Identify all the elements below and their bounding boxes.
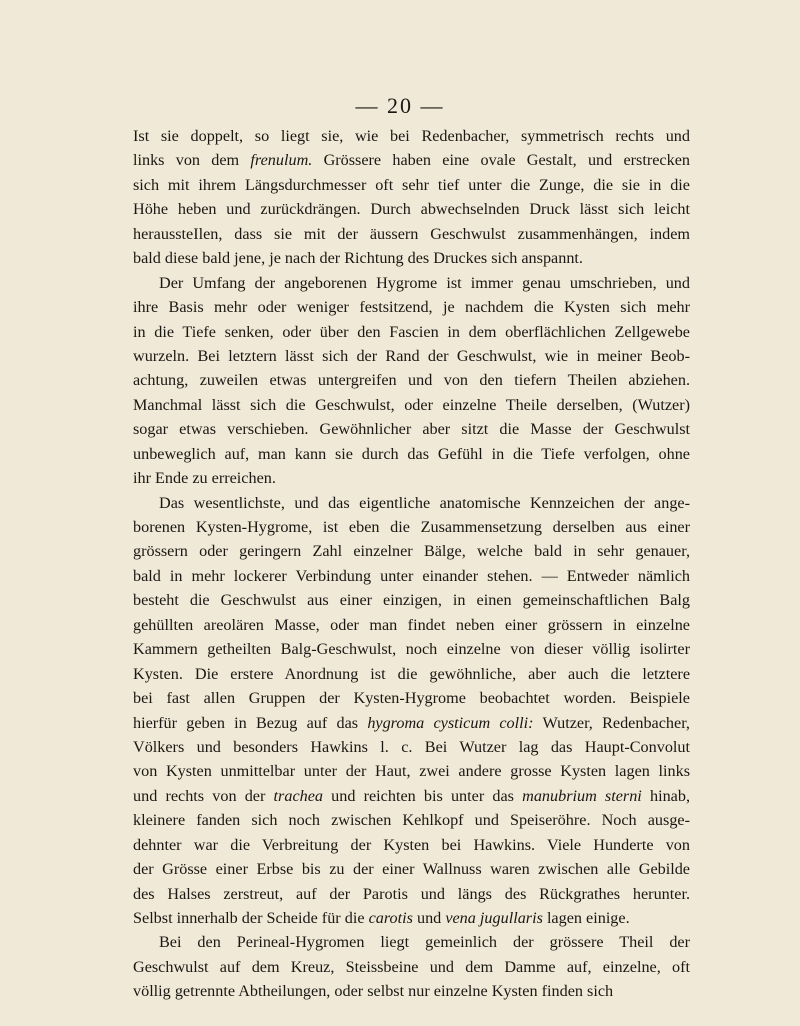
text-segment: Grössere haben eine ovale Gestalt, und erstrecken (312, 151, 690, 170)
text-line (133, 222, 690, 246)
text-segment: achtung, zuweilen etwas untergreifen und von den tiefern Theilen abziehen. (133, 371, 690, 390)
text-line (133, 662, 690, 686)
text-line (133, 344, 690, 368)
text-line (133, 857, 690, 881)
latin-term: manubrium sterni (522, 786, 642, 805)
text-segment: besteht die Geschwulst aus einer einzigen, in einen gemeinschaftlichen Balg (133, 591, 690, 610)
text-line (133, 955, 690, 979)
text-segment: Geschwulst auf dem Kreuz, Steissbeine und dem Damme auf, einzelne, oft (133, 957, 690, 976)
text-line (133, 148, 690, 172)
text-line (133, 808, 690, 832)
text-line (133, 930, 690, 954)
text-segment: des Halses zerstreut, auf der Parotis und längs des Rückgrathes herunter. (133, 884, 690, 903)
text-segment: und (412, 909, 446, 927)
text-line (133, 466, 690, 490)
text-line (133, 197, 690, 221)
text-segment: ihr Ende zu erreichen. (133, 469, 276, 488)
text-segment: Völkers und besonders Hawkins l. c. Bei Wutzer lag das Haupt-Convolut (133, 737, 690, 756)
text-line (133, 882, 690, 906)
text-segment: Bei den Perineal-Hygromen liegt gemeinlich der grössere Theil der (159, 933, 690, 952)
latin-term: carotis (368, 909, 413, 927)
text-segment: Selbst innerhalb der Scheide für die (133, 909, 369, 927)
text-line (133, 417, 690, 441)
text-segment: Höhe heben und zurückdrängen. Durch abwechselnden Druck lässt sich leicht (133, 200, 690, 219)
text-line (133, 246, 690, 270)
text-segment: kleinere fanden sich noch zwischen Kehlkopf und Speiseröhre. Noch ausge- (133, 811, 690, 830)
text-line (133, 735, 690, 759)
text-line (133, 906, 690, 930)
body-text (133, 124, 690, 1004)
text-line (133, 515, 690, 539)
text-segment: bald in mehr lockerer Verbindung unter einander stehen. — Entweder nämlich (133, 566, 690, 585)
text-segment: gehüllten areolären Masse, oder man findet neben einer grössern in einzelne (133, 615, 690, 634)
text-segment: der Grösse einer Erbse bis zu der einer Wallnuss waren zwischen alle Gebilde (133, 860, 690, 879)
text-segment: völlig getrennte Abtheilungen, oder selbst nur einzelne Kysten finden sich (133, 982, 614, 1001)
latin-term: hygroma cysticum colli: (367, 713, 534, 732)
latin-term: frenulum. (250, 151, 313, 170)
text-segment: sogar etwas verschieben. Gewöhnlicher aber sitzt die Masse der Geschwulst (133, 420, 690, 439)
text-segment: in die Tiefe senken, oder über den Fascien in dem oberflächlichen Zellgewebe (133, 322, 690, 341)
text-line (133, 393, 690, 417)
text-line (133, 711, 690, 735)
text-segment: Wutzer, Redenbacher, (533, 713, 690, 732)
text-segment: wurzeln. Bei letztern lässt sich der Rand der Geschwulst, wie in meiner Beob- (133, 346, 690, 365)
latin-term: vena jugullaris (445, 909, 543, 927)
text-segment: Kysten. Die erstere Anordnung ist die gewöhnliche, aber auch die letztere (133, 664, 690, 683)
text-line (133, 295, 690, 319)
text-line (133, 979, 690, 1003)
text-line (133, 588, 690, 612)
latin-term: trachea (273, 786, 323, 805)
text-segment: unbeweglich auf, man kann sie durch das Gefühl in die Tiefe verfolgen, ohne (133, 444, 690, 463)
text-segment: bald diese bald jene, je nach der Richtung des Druckes sich anspannt. (133, 249, 583, 268)
text-line (133, 784, 690, 808)
text-line (133, 271, 690, 295)
text-line (133, 124, 690, 148)
text-line (133, 637, 690, 661)
text-segment: hinab, (641, 786, 690, 805)
text-segment: borenen Kysten-Hygrome, ist eben die Zusammensetzung derselben aus einer (133, 518, 690, 536)
text-line (133, 491, 690, 515)
text-segment: bei fast allen Gruppen der Kysten-Hygrome beobachtet worden. Beispiele (133, 689, 690, 708)
text-segment: Manchmal lässt sich die Geschwulst, oder einzelne Theile derselben, (Wutzer) (133, 395, 690, 414)
text-segment: und reichten bis unter das (323, 786, 523, 805)
text-line (133, 539, 690, 563)
text-line (133, 368, 690, 392)
text-segment: Das wesentlichste, und das eigentliche anatomische Kennzeichen der ange- (159, 493, 690, 512)
text-line (133, 613, 690, 637)
text-line (133, 320, 690, 344)
text-segment: ihre Basis mehr oder weniger festsitzend, je nachdem die Kysten sich mehr (133, 298, 690, 317)
text-segment: hierfür geben in Bezug auf das (133, 713, 368, 732)
text-segment: von Kysten unmittelbar unter der Haut, zwei andere grosse Kysten lagen links (133, 762, 690, 781)
text-segment: und rechts von der (133, 786, 274, 805)
page-number: — 20 — (355, 93, 445, 118)
text-segment: grössern oder geringern Zahl einzelner Bälge, welche bald in sehr genauer, (133, 542, 690, 561)
text-line (133, 759, 690, 783)
text-segment: heraussteIlen, dass sie mit der äussern Geschwulst zusammenhängen, indem (133, 224, 690, 243)
text-segment: dehnter war die Verbreitung der Kysten bei Hawkins. Viele Hunderte von (133, 835, 690, 854)
text-segment: Ist sie doppelt, so liegt sie, wie bei Redenbacher, symmetrisch rechts und (133, 127, 690, 145)
text-segment: Der Umfang der angeborenen Hygrome ist immer genau umschrieben, und (159, 273, 690, 292)
text-line (133, 564, 690, 588)
text-line (133, 442, 690, 466)
text-line (133, 173, 690, 197)
text-line (133, 686, 690, 710)
text-segment: links von dem (133, 151, 251, 170)
text-segment: lagen einige. (542, 909, 630, 927)
text-segment: Kammern getheilten Balg-Geschwulst, noch einzelne von dieser völlig isolirter (133, 640, 690, 659)
text-line (133, 833, 690, 857)
text-segment: sich mit ihrem Längsdurchmesser oft sehr tief unter die Zunge, die sie in die (133, 175, 690, 194)
